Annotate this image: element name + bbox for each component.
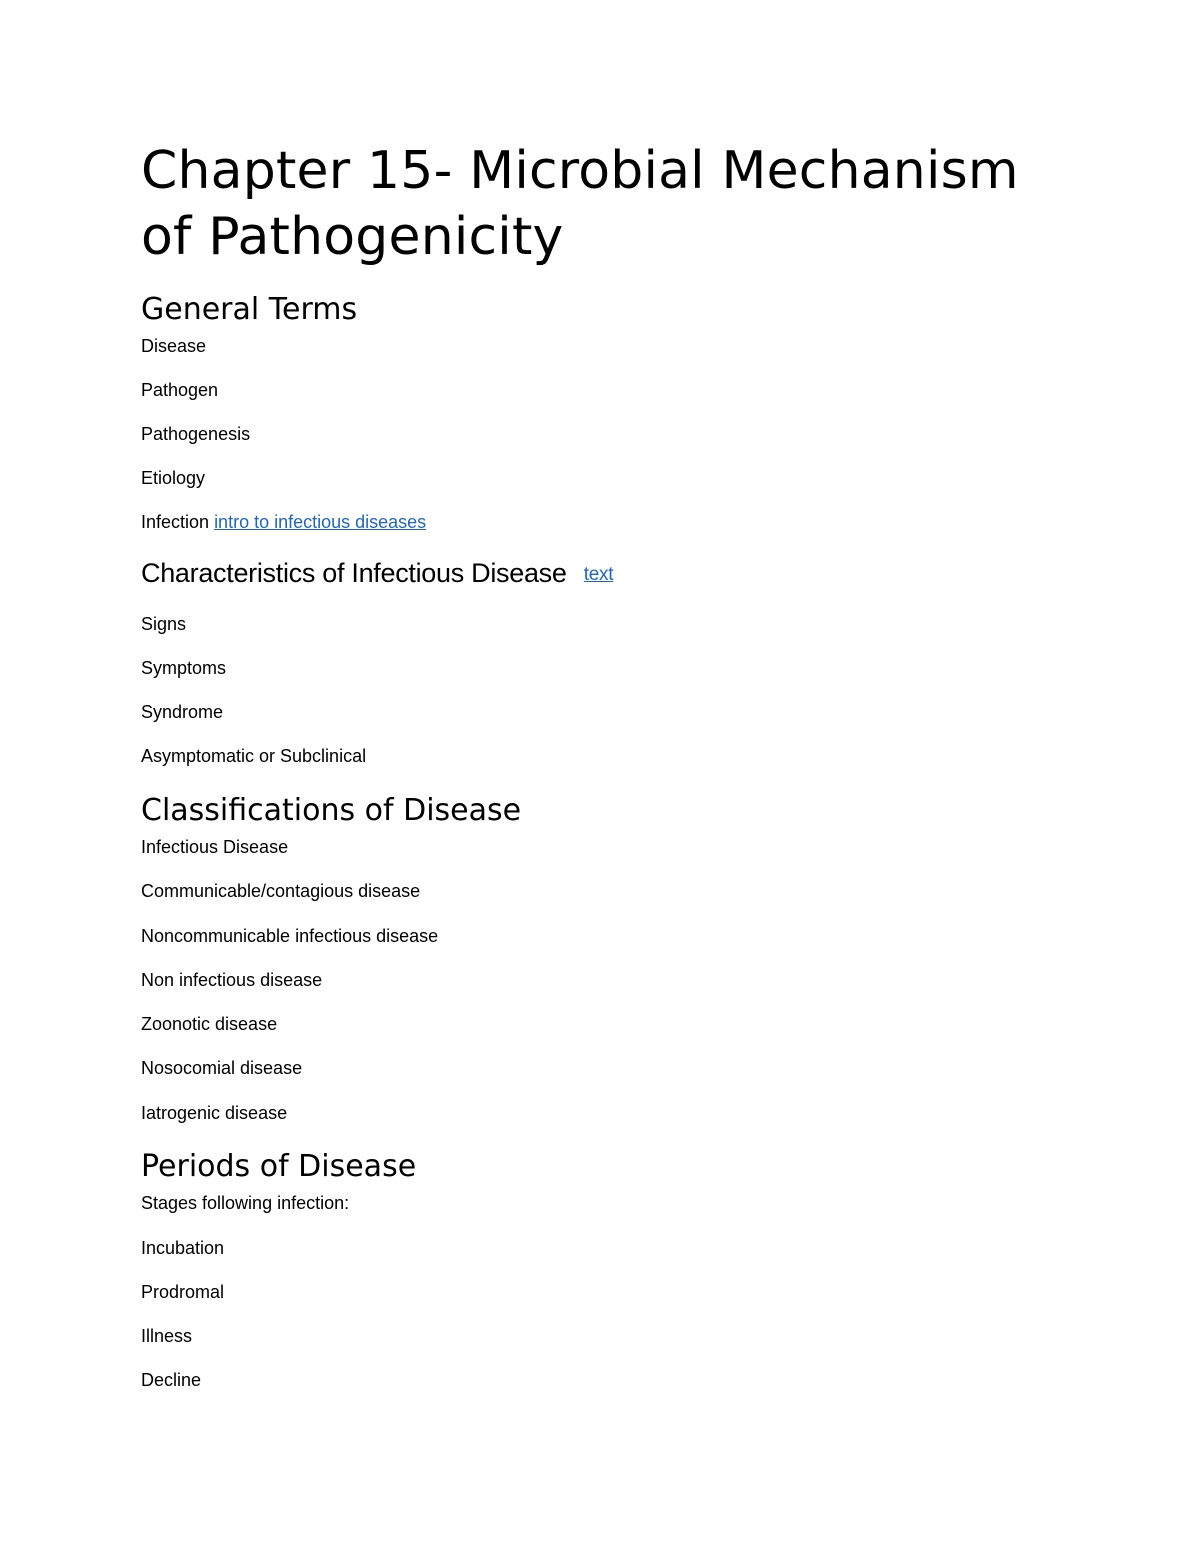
list-item: Incubation xyxy=(141,1238,225,1258)
characteristics-text-link[interactable]: text xyxy=(583,563,614,585)
list-item: Non infectious disease xyxy=(141,970,323,990)
list-item: Communicable/contagious disease xyxy=(141,881,421,901)
list-item: Decline xyxy=(141,1370,202,1390)
list-item: Asymptomatic or Subclinical xyxy=(141,746,367,766)
section-heading-general-terms: General Terms xyxy=(141,292,358,327)
list-item: Signs xyxy=(141,614,187,634)
list-item-infection xyxy=(141,511,426,533)
list-item-label: Infection xyxy=(141,512,210,532)
page-title: Chapter 15- Microbial Mechanism of Pathogenicity xyxy=(141,141,1019,267)
list-item: Zoonotic disease xyxy=(141,1014,278,1034)
list-item: Infectious Disease xyxy=(141,837,289,857)
list-item: Nosocomial disease xyxy=(141,1058,303,1078)
list-item: Noncommunicable infectious disease xyxy=(141,926,439,946)
list-item: Pathogen xyxy=(141,380,219,400)
section-heading-periods: Periods of Disease xyxy=(141,1149,417,1184)
list-item: Disease xyxy=(141,336,207,356)
list-item: Stages following infection: xyxy=(141,1193,350,1213)
list-item: Illness xyxy=(141,1326,193,1346)
list-item: Iatrogenic disease xyxy=(141,1103,288,1123)
list-item: Pathogenesis xyxy=(141,424,251,444)
list-item: Symptoms xyxy=(141,658,227,678)
section-heading-classifications: Classifications of Disease xyxy=(141,793,522,828)
list-item: Prodromal xyxy=(141,1282,225,1302)
section-heading-characteristics xyxy=(141,556,613,592)
list-item: Etiology xyxy=(141,468,206,488)
list-item: Syndrome xyxy=(141,702,224,722)
section-heading-label: Characteristics of Infectious Disease xyxy=(141,558,567,588)
intro-infectious-diseases-link[interactable]: intro to infectious diseases xyxy=(214,512,427,532)
